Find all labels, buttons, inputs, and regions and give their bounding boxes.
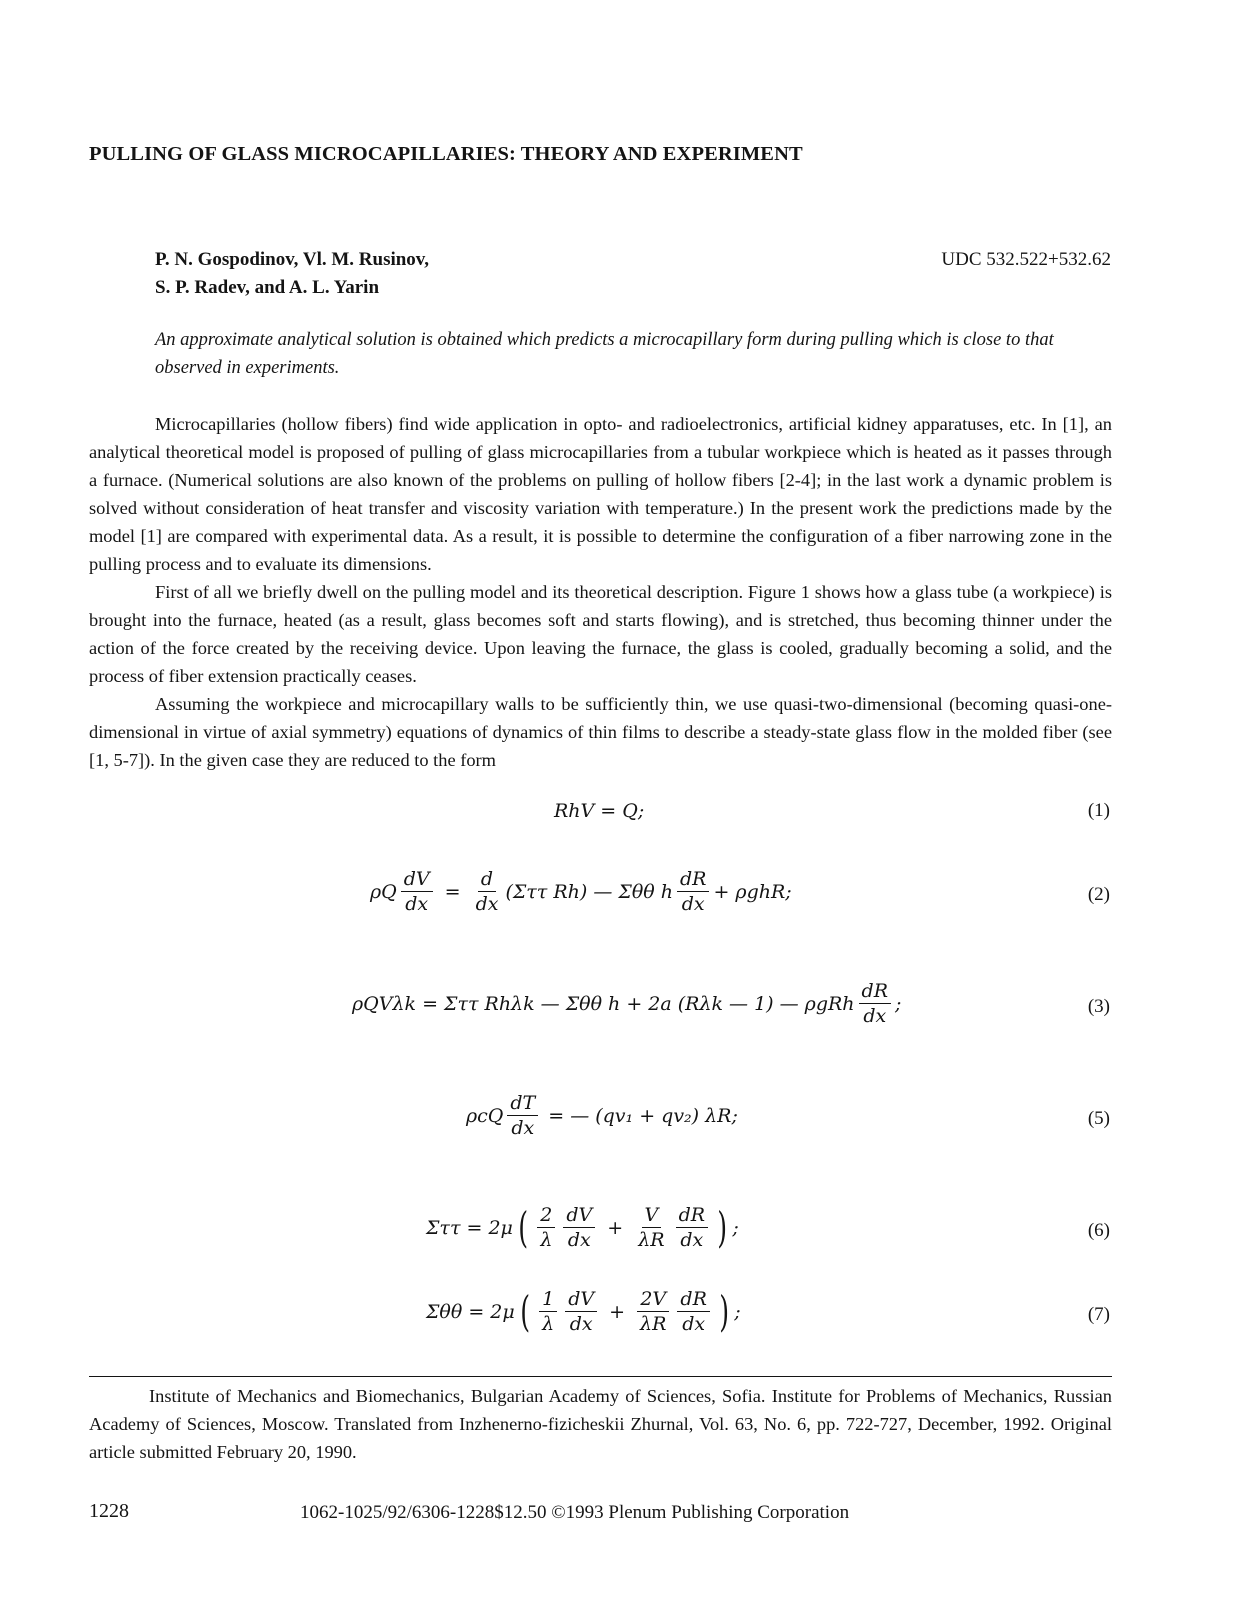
equation-7-body: Σθθ = 2μ ( $\frac{1}{\lambda}$ $\frac{dV}{dx}$ + $\frac{2V}{\lambda R}$ $\frac{dR}{dx}$ ) ;	[426, 1286, 741, 1336]
fraction: $\frac{1}{\lambda}$	[539, 1288, 557, 1335]
equation-5-body	[466, 1092, 738, 1139]
paper-title: PULLING OF GLASS MICROCAPILLARIES: THEORY AND EXPERIMENT	[89, 143, 803, 165]
eq6-tail: ;	[732, 1216, 739, 1239]
equation-2-body	[370, 868, 792, 915]
fraction: $\frac{2}{\lambda}$	[537, 1204, 555, 1251]
paragraph: Microcapillaries (hollow fibers) find wide application in opto- and radioelectronics, artificial kidney apparatuses, etc. In [1], an analytical theoretical model is proposed of pulling of glass microcapillaries from a tubular workpiece which is heated as it passes through a furnace. (Numerical solutions are also known of the problems on pulling of hollow fibers [2-4]; in the last work a dynamic problem is solved without consideration of heat transfer and viscosity variation with temperature.) In the present work the predictions made by the model [1] are compared with experimental data. As a result, it is possible to determine the configuration of a fiber narrowing zone in the pulling process and to evaluate its dimensions.	[89, 414, 1112, 574]
paragraph: First of all we briefly dwell on the pulling model and its theoretical description. Figure 1 shows how a glass tube (a workpiece) is brought into the furnace, heated (as a result, glass becomes soft and starts flowing), and is stretched, thus becoming thinner under the action of the force created by the receiving device. Upon leaving the furnace, the glass is cooled, gradually becoming a solid, and the process of fiber extension practically ceases.	[89, 582, 1112, 686]
equation-6-body: Σττ = 2μ ( $\frac{2}{\lambda}$ $\frac{dV}{dx}$ + $\frac{V}{\lambda R}$ $\frac{dR}{dx}$ ) ;	[426, 1202, 739, 1252]
equation-1-number: (1)	[1087, 800, 1110, 821]
equation-3-body	[352, 980, 901, 1027]
authors-line-2: S. P. Radev, and A. L. Yarin	[155, 277, 380, 298]
abstract: An approximate analytical solution is obtained which predicts a microcapillary form during pulling which is close to that observed in experiments.	[155, 330, 1054, 378]
eq2-lhs: ρQ	[370, 880, 397, 903]
equation-6-number: (6)	[1087, 1220, 1110, 1241]
plus-sign: +	[609, 1300, 626, 1323]
fraction: $\frac{d}{dx}$	[475, 868, 499, 915]
plus-sign: +	[607, 1216, 624, 1239]
equation-7-number: (7)	[1087, 1304, 1110, 1325]
author-list	[155, 246, 429, 302]
fraction: $\frac{dR}{dx}$	[677, 868, 709, 915]
footnote-divider	[89, 1376, 1112, 1377]
equation-5-number: (5)	[1087, 1108, 1110, 1129]
footnote-text: Institute of Mechanics and Biomechanics, Bulgarian Academy of Sciences, Sofia. Institute for Problems of Mechanics, Russian Academy of Sciences, Moscow. Translated from Inzhenerno-fizicheskii Zhurnal, Vol. 63, No. 6, pp. 722-727, December, 1992. Original article submitted February 20, 1990.	[89, 1386, 1112, 1462]
eq2-middle: (Σττ Rh) — Σθθ h	[505, 880, 673, 903]
page-number: 1228	[89, 1500, 129, 1522]
fraction: $\frac{dV}{dx}$	[565, 1288, 597, 1335]
equation-1-body: RhV = Q;	[554, 800, 645, 822]
fraction: $\frac{dR}{dx}$	[676, 1204, 708, 1251]
authors-line-1: P. N. Gospodinov, Vl. M. Rusinov,	[155, 249, 430, 270]
eq7-lhs: Σθθ = 2μ	[426, 1300, 515, 1323]
paragraph: Assuming the workpiece and microcapillary walls to be sufficiently thin, we use quasi-two-dimensional (becoming quasi-one-dimensional in virtue of axial symmetry) equations of dynamics of thin films to describe a steady-state glass flow in the molded fiber (see [1, 5-7]). In the given case they are reduced to the form	[89, 694, 1112, 770]
eq7-tail: ;	[734, 1300, 741, 1323]
fraction: $\frac{dT}{dx}$	[507, 1092, 538, 1139]
equation-2-number: (2)	[1087, 884, 1110, 905]
body-text	[89, 410, 1112, 774]
eq3-tail: ;	[895, 992, 902, 1015]
udc-code: UDC 532.522+532.62	[941, 249, 1111, 270]
fraction: $\frac{dV}{dx}$	[401, 868, 433, 915]
eq5-rhs: = — (qv₁ + qv₂) λR;	[548, 1104, 738, 1127]
fraction: $\frac{dR}{dx}$	[677, 1288, 709, 1335]
eq2-tail: + ρghR;	[713, 880, 792, 903]
eq6-lhs: Σττ = 2μ	[426, 1216, 513, 1239]
equals-sign: =	[444, 880, 461, 903]
fraction: $\frac{dR}{dx}$	[859, 980, 891, 1027]
eq3-main: ρQVλk = Σττ Rhλk — Σθθ h + 2a (Rλk — 1) — ρgRh	[352, 992, 855, 1015]
copyright-line: 1062-1025/92/6306-1228$12.50 ©1993 Plenum Publishing Corporation	[300, 1502, 850, 1523]
fraction: $\frac{dV}{dx}$	[563, 1204, 595, 1251]
eq5-lhs: ρcQ	[466, 1104, 504, 1127]
equation-3-number: (3)	[1087, 996, 1110, 1017]
fraction: $\frac{2V}{\lambda R}$	[637, 1288, 669, 1335]
fraction: $\frac{V}{\lambda R}$	[638, 1204, 665, 1251]
footnote	[89, 1382, 1112, 1466]
